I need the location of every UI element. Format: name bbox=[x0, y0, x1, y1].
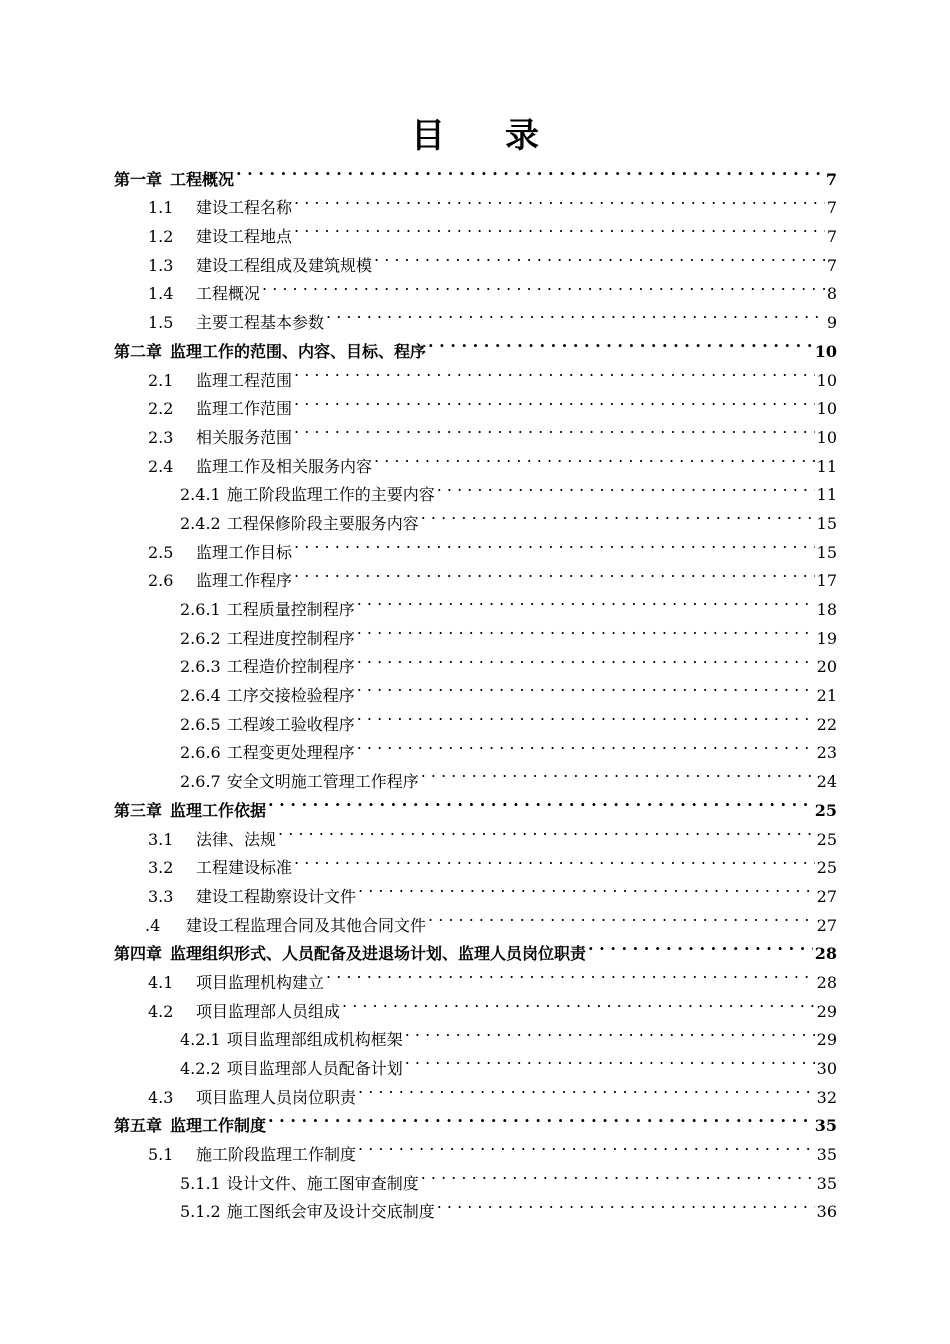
toc-entry-number: 5.1 bbox=[148, 1145, 174, 1165]
toc-entry[interactable] bbox=[114, 1189, 837, 1222]
toc-entry[interactable] bbox=[114, 701, 837, 734]
toc-entry-page-number: 11 bbox=[816, 485, 837, 505]
toc-entry-title: 项目监理部人员组成 bbox=[196, 1001, 341, 1021]
toc-entry-page-number: 27 bbox=[816, 886, 837, 906]
toc-entry-title: 施工图纸会审及设计交底制度 bbox=[226, 1202, 435, 1222]
toc-entry[interactable] bbox=[114, 615, 837, 648]
toc-entry-number: 4.2 bbox=[148, 1001, 174, 1021]
toc-entry-title: 监理工作目标 bbox=[196, 542, 293, 562]
toc-dot-leader bbox=[357, 615, 815, 644]
toc-dot-leader bbox=[374, 443, 815, 472]
toc-dot-leader bbox=[326, 299, 825, 328]
toc-dot-leader bbox=[342, 988, 815, 1017]
toc-entry-title: 建设工程勘察设计文件 bbox=[196, 886, 357, 906]
toc-entry-title: 主要工程基本参数 bbox=[196, 313, 325, 333]
toc-entry-number: 第三章 bbox=[114, 800, 163, 820]
toc-entry-page-number: 9 bbox=[826, 313, 837, 333]
toc-dot-leader bbox=[358, 1131, 815, 1160]
toc-entry-title: 工程保修阶段主要服务内容 bbox=[226, 513, 419, 533]
toc-entry-page-number: 24 bbox=[816, 772, 837, 792]
toc-entry-number: 2.6.7 bbox=[180, 772, 221, 792]
toc-dot-leader bbox=[437, 1189, 815, 1218]
toc-entry-page-number: 25 bbox=[816, 858, 837, 878]
toc-entry-number: 5.1.1 bbox=[180, 1173, 221, 1193]
toc-entry-number: 4.1 bbox=[148, 972, 174, 992]
toc-entry-number: 2.4.1 bbox=[180, 485, 221, 505]
toc-entry-title: 建设工程组成及建筑规模 bbox=[196, 255, 373, 275]
toc-entry-title: 项目监理部人员配备计划 bbox=[226, 1059, 403, 1078]
toc-entry-title: 工程进度控制程序 bbox=[226, 628, 355, 648]
toc-entry-title: 监理工作及相关服务内容 bbox=[196, 456, 373, 476]
toc-dot-leader bbox=[405, 1017, 815, 1046]
toc-entry-number: 第一章 bbox=[114, 169, 163, 189]
title-char-1: 目 bbox=[411, 116, 445, 156]
toc-entry-number: 第五章 bbox=[114, 1116, 163, 1136]
toc-entry-page-number: 35 bbox=[816, 1173, 837, 1193]
toc-entry-page-number: 27 bbox=[816, 915, 837, 935]
toc-entry-number: 4.2.2 bbox=[180, 1059, 221, 1078]
toc-entry-title: 工程概况 bbox=[170, 169, 235, 189]
toc-entry-title: 相关服务范围 bbox=[196, 427, 293, 447]
toc-entry-title: 施工阶段监理工作的主要内容 bbox=[226, 485, 435, 505]
toc-entry-title: 建设工程地点 bbox=[196, 227, 293, 247]
toc-entry-page-number: 8 bbox=[826, 284, 837, 304]
toc-dot-leader bbox=[588, 931, 813, 960]
toc-entry-page-number: 28 bbox=[816, 972, 837, 992]
toc-dot-leader bbox=[421, 758, 815, 787]
toc-dot-leader bbox=[294, 213, 825, 242]
toc-dot-leader bbox=[374, 242, 825, 271]
toc-entry-number: 3.3 bbox=[148, 886, 174, 906]
toc-entry-title: 工程建设标准 bbox=[196, 858, 293, 878]
toc-entry-page-number: 28 bbox=[814, 944, 837, 964]
toc-entry-number: 2.6 bbox=[148, 571, 174, 591]
toc-entry[interactable] bbox=[114, 500, 837, 533]
toc-entry[interactable] bbox=[114, 644, 837, 677]
toc-entry-number: 2.3 bbox=[148, 427, 174, 447]
toc-entry-number: 2.1 bbox=[148, 370, 174, 390]
toc-entry-page-number: 36 bbox=[816, 1202, 837, 1222]
toc-entry-page-number: 32 bbox=[816, 1087, 837, 1107]
toc-entry-number: 第二章 bbox=[114, 341, 163, 361]
toc-entry-title: 监理工作的范围、内容、目标、程序 bbox=[170, 341, 427, 361]
toc-entry-title: 监理工作依据 bbox=[170, 800, 267, 820]
toc-dot-leader bbox=[294, 845, 815, 874]
toc-entry-number: .4 bbox=[145, 915, 161, 935]
toc-entry-number: 2.4 bbox=[148, 456, 174, 476]
toc-entry-title: 监理工作程序 bbox=[196, 571, 293, 591]
toc-entry[interactable] bbox=[114, 1045, 837, 1078]
toc-entry-page-number: 23 bbox=[816, 743, 837, 763]
toc-dot-leader bbox=[437, 472, 815, 501]
toc-entry-page-number: 7 bbox=[826, 255, 837, 275]
toc-entry-title: 工程概况 bbox=[196, 284, 261, 304]
toc-dot-leader bbox=[421, 500, 815, 529]
toc-entry-title: 监理组织形式、人员配备及进退场计划、监理人员岗位职责 bbox=[170, 944, 587, 964]
toc-entry-title: 工程造价控制程序 bbox=[226, 657, 355, 677]
toc-entry-number: 2.6.2 bbox=[180, 628, 221, 648]
toc-entry-title: 项目监理人员岗位职责 bbox=[196, 1087, 357, 1107]
toc-entry-number: 5.1.2 bbox=[180, 1202, 221, 1222]
toc-entry[interactable] bbox=[114, 156, 837, 189]
toc-entry-page-number: 10 bbox=[816, 370, 837, 390]
toc-dot-leader bbox=[357, 586, 815, 615]
toc-entry-number: 2.6.5 bbox=[180, 714, 221, 734]
toc-entry-title: 安全文明施工管理工作程序 bbox=[226, 772, 419, 792]
toc-entry-page-number: 35 bbox=[816, 1145, 837, 1165]
toc-entry-page-number: 22 bbox=[816, 714, 837, 734]
toc-dot-leader bbox=[294, 558, 815, 587]
toc-entry-page-number: 11 bbox=[816, 456, 837, 476]
toc-entry-number: 第四章 bbox=[114, 944, 163, 964]
toc-entry-page-number: 30 bbox=[816, 1059, 837, 1078]
toc-entry-title: 监理工作制度 bbox=[170, 1116, 267, 1136]
toc-entry-number: 2.2 bbox=[148, 399, 174, 419]
toc-entry[interactable] bbox=[114, 1074, 837, 1107]
toc-entry-title: 施工阶段监理工作制度 bbox=[196, 1145, 357, 1165]
toc-entry-number: 2.6.6 bbox=[180, 743, 221, 763]
toc-entry-page-number: 19 bbox=[816, 628, 837, 648]
toc-dot-leader bbox=[294, 185, 825, 214]
toc-entry-number: 2.6.3 bbox=[180, 657, 221, 677]
toc-dot-leader bbox=[294, 357, 815, 386]
toc-dot-leader bbox=[357, 730, 815, 759]
page-title bbox=[0, 114, 950, 158]
toc-entry-number: 1.1 bbox=[148, 198, 174, 218]
toc-entry[interactable] bbox=[114, 672, 837, 706]
toc-entry-number: 2.6.4 bbox=[180, 686, 221, 706]
toc-entry-title: 监理工程范围 bbox=[196, 370, 293, 390]
toc-entry-title: 建设工程监理合同及其他合同文件 bbox=[186, 915, 427, 935]
toc-entry-title: 项目监理部组成机构框架 bbox=[226, 1030, 403, 1050]
toc-entry-page-number: 21 bbox=[816, 686, 837, 706]
toc-entry-title: 项目监理机构建立 bbox=[196, 972, 325, 992]
toc-dot-leader bbox=[357, 672, 815, 701]
toc-entry-page-number: 18 bbox=[816, 600, 837, 619]
toc-entry-page-number: 25 bbox=[814, 800, 837, 820]
toc-dot-leader bbox=[358, 1074, 815, 1103]
toc-entry-number: 1.2 bbox=[148, 227, 174, 247]
toc-dot-leader bbox=[278, 816, 815, 845]
toc-entry-page-number: 10 bbox=[814, 341, 837, 361]
toc-entry-title: 设计文件、施工图审查制度 bbox=[226, 1173, 419, 1193]
toc-entry-page-number: 7 bbox=[826, 227, 837, 247]
toc-dot-leader bbox=[294, 414, 815, 443]
toc-entry-page-number: 29 bbox=[816, 1001, 837, 1021]
toc-entry[interactable] bbox=[114, 730, 837, 763]
toc-entry-page-number: 25 bbox=[816, 829, 837, 849]
toc-dot-leader bbox=[294, 529, 815, 558]
toc-dot-leader bbox=[357, 701, 815, 730]
toc-entry-number: 3.2 bbox=[148, 858, 174, 878]
toc-entry-page-number: 29 bbox=[816, 1030, 837, 1050]
title-char-2: 录 bbox=[505, 116, 539, 156]
toc-entry-page-number: 7 bbox=[826, 198, 837, 218]
toc-entry-title: 工程竣工验收程序 bbox=[226, 714, 355, 734]
toc-dot-leader bbox=[262, 271, 825, 300]
toc-entry-title: 工程变更处理程序 bbox=[226, 743, 355, 763]
toc-entry-page-number: 15 bbox=[816, 542, 837, 562]
toc-entry-number: 3.1 bbox=[148, 829, 174, 849]
toc-entry-number: 1.3 bbox=[148, 255, 174, 275]
toc-dot-leader bbox=[428, 328, 813, 357]
toc-entry-page-number: 35 bbox=[814, 1116, 837, 1136]
table-of-contents bbox=[114, 156, 837, 1222]
toc-entry-number: 1.4 bbox=[148, 284, 174, 304]
toc-entry-number: 2.6.1 bbox=[180, 600, 221, 619]
toc-entry-number: 4.3 bbox=[148, 1087, 174, 1107]
toc-dot-leader bbox=[428, 902, 815, 931]
toc-entry-number: 2.5 bbox=[148, 542, 174, 562]
toc-entry-number: 4.2.1 bbox=[180, 1030, 221, 1050]
toc-entry-number: 2.4.2 bbox=[180, 513, 221, 533]
toc-dot-leader bbox=[358, 873, 815, 902]
toc-entry-title: 工序交接检验程序 bbox=[226, 686, 355, 706]
toc-entry-title: 建设工程名称 bbox=[196, 198, 293, 218]
toc-dot-leader bbox=[268, 1103, 813, 1132]
toc-entry[interactable] bbox=[114, 758, 837, 792]
toc-entry[interactable] bbox=[114, 787, 837, 820]
toc-entry-number: 1.5 bbox=[148, 313, 174, 333]
toc-entry-page-number: 20 bbox=[816, 657, 837, 677]
toc-dot-leader bbox=[236, 156, 824, 185]
toc-dot-leader bbox=[421, 1160, 815, 1189]
toc-entry-page-number: 7 bbox=[825, 169, 837, 189]
toc-dot-leader bbox=[294, 386, 815, 415]
toc-entry-page-number: 10 bbox=[816, 427, 837, 447]
toc-dot-leader bbox=[405, 1045, 815, 1074]
toc-entry-title: 工程质量控制程序 bbox=[226, 600, 355, 619]
toc-entry-title: 法律、法规 bbox=[196, 829, 277, 849]
toc-entry-page-number: 10 bbox=[816, 399, 837, 419]
toc-entry-page-number: 15 bbox=[816, 513, 837, 533]
toc-entry[interactable] bbox=[114, 529, 837, 562]
toc-dot-leader bbox=[357, 644, 815, 673]
toc-dot-leader bbox=[326, 959, 815, 988]
toc-dot-leader bbox=[268, 787, 813, 816]
toc-entry-page-number: 17 bbox=[816, 571, 837, 591]
toc-entry-title: 监理工作范围 bbox=[196, 399, 293, 419]
